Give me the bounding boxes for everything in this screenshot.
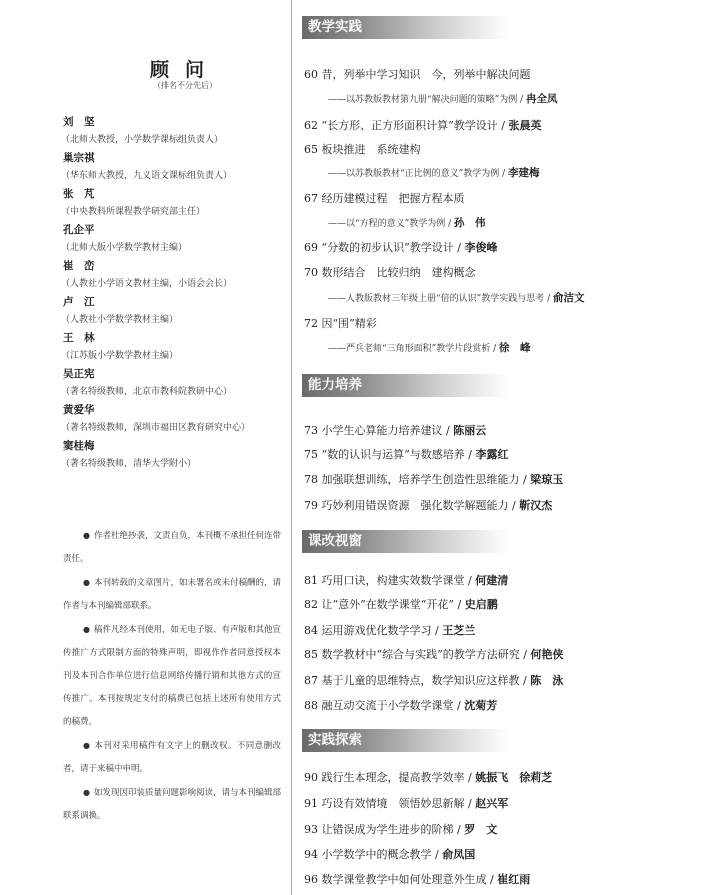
page-number: 72 <box>304 317 318 330</box>
article-author: 姚振飞 徐莉芝 <box>475 771 553 784</box>
article-author: 孙 伟 <box>453 217 486 229</box>
toc-entry[interactable] <box>304 871 530 887</box>
article-author: 李俊峰 <box>464 241 498 254</box>
bullet-icon: ● <box>83 788 90 797</box>
advisor-name: 吴正宪 <box>63 368 95 380</box>
article-title: 数学课堂教学中如何处理意外生成 / <box>321 873 498 886</box>
article-author: 崔红雨 <box>497 873 531 886</box>
article-title: 践行生本理念，提高教学效率 / <box>321 771 476 784</box>
article-author: 王芝兰 <box>442 624 476 637</box>
article-title: ——人教版教材三年级上册“倍的认识”教学实践与思考 / <box>328 294 553 304</box>
page-number: 79 <box>304 499 318 512</box>
toc-entry[interactable] <box>304 66 531 82</box>
note-text: 本刊对采用稿件有文字上的删改权。不同意删改者，请于来稿中申明。 <box>63 741 281 774</box>
article-title: 数学教材中“综合与实践”的教学方法研究 / <box>321 648 531 661</box>
toc-entry[interactable] <box>304 697 497 713</box>
page-number: 67 <box>304 192 318 205</box>
article-title: ——严兵老师“三角形面积”教学片段赏析 / <box>328 344 499 354</box>
note-paragraph <box>63 524 281 571</box>
advisor-entry <box>63 150 250 186</box>
advisors-subtitle: （排名不分先后） <box>153 81 217 90</box>
table-of-contents <box>292 0 722 895</box>
page-number: 69 <box>304 241 318 254</box>
toc-subtitle[interactable] <box>328 340 530 355</box>
advisor-entry <box>63 186 250 222</box>
toc-entry[interactable] <box>304 795 508 811</box>
article-title: 小学数学中的概念教学 / <box>321 848 443 861</box>
toc-entry[interactable] <box>304 572 508 588</box>
article-title: 让错误成为学生进步的阶梯 / <box>321 823 465 836</box>
article-author: 赵兴军 <box>475 797 509 810</box>
page-number: 75 <box>304 448 318 461</box>
bullet-icon: ● <box>83 625 90 634</box>
advisor-name: 巢宗祺 <box>63 152 95 164</box>
advisors-title: 顾问 <box>149 59 220 81</box>
advisor-entry <box>63 438 250 474</box>
section-heading: 课改视窗 <box>302 530 508 553</box>
article-title: 昔，列举中学习知识 今，列举中解决问题 <box>321 68 531 81</box>
article-author: 何艳侠 <box>530 648 564 661</box>
note-paragraph <box>63 781 281 828</box>
toc-entry[interactable] <box>304 239 497 255</box>
article-author: 徐 峰 <box>498 342 531 354</box>
toc-entry[interactable] <box>304 769 552 785</box>
page-number: 81 <box>304 574 318 587</box>
advisor-name: 黄爱华 <box>63 404 95 416</box>
article-title: 小学生心算能力培养建议 / <box>321 424 454 437</box>
article-author: 靳汉杰 <box>519 499 553 512</box>
article-title: 板块推进 系统建构 <box>321 143 421 156</box>
article-title: 巧设有效情境 领悟妙思新解 / <box>321 797 476 810</box>
toc-subtitle[interactable] <box>328 165 539 180</box>
toc-entry[interactable] <box>304 497 552 513</box>
advisor-name: 窦桂梅 <box>63 440 95 452</box>
advisor-description: （华东师大教授，九义语文课标组负责人） <box>61 171 233 181</box>
advisors-list <box>63 114 250 474</box>
editorial-notes <box>63 524 281 828</box>
toc-entry[interactable] <box>304 422 486 438</box>
article-title: ——以苏教版教材“正比例的意义”教学为例 / <box>328 169 508 179</box>
page-number: 84 <box>304 624 318 637</box>
toc-entry[interactable] <box>304 117 541 133</box>
advisor-description: （北师大版小学数学教材主编） <box>61 243 188 253</box>
advisor-description: （著名特级教师，清华大学附小） <box>61 459 197 469</box>
article-author: 沈菊芳 <box>464 699 498 712</box>
article-author: 陈丽云 <box>453 424 487 437</box>
advisor-description: （江苏版小学数学教材主编） <box>61 351 179 361</box>
article-author: 冉全凤 <box>525 93 558 105</box>
toc-entry[interactable] <box>304 672 563 688</box>
toc-entry[interactable] <box>304 622 475 638</box>
toc-entry[interactable] <box>304 596 498 612</box>
article-title: ——以“方程的意义”教学为例 / <box>328 219 454 229</box>
article-author: 李建梅 <box>507 167 540 179</box>
advisor-entry <box>63 294 250 330</box>
advisor-description: （著名特级教师，深圳市福田区教育研究中心） <box>61 423 251 433</box>
page-number: 85 <box>304 648 318 661</box>
advisor-description: （著名特级教师，北京市教科院教研中心） <box>61 387 233 397</box>
toc-entry[interactable] <box>304 646 563 662</box>
toc-entry[interactable] <box>304 821 497 837</box>
bullet-icon: ● <box>83 741 91 750</box>
page-number: 62 <box>304 119 318 132</box>
page-number: 94 <box>304 848 318 861</box>
page-number: 65 <box>304 143 318 156</box>
bullet-icon: ● <box>83 531 90 540</box>
advisor-description: （北师大教授，小学数学课标组负责人） <box>61 135 224 145</box>
advisors-column <box>0 0 290 895</box>
advisor-entry <box>63 222 250 258</box>
page-number: 93 <box>304 823 318 836</box>
article-author: 史启鹏 <box>464 598 498 611</box>
toc-entry[interactable] <box>304 141 421 157</box>
article-title: 融互动交流于小学数学课堂 / <box>321 699 465 712</box>
page-number: 96 <box>304 873 318 886</box>
article-author: 梁琼玉 <box>530 473 564 486</box>
article-title: 经历建模过程 把握方程本质 <box>321 192 465 205</box>
article-author: 陈 泳 <box>530 674 564 687</box>
note-text: 本刊转载的文章图片，如未署名或未付稿酬的，请作者与本刊编辑部联系。 <box>63 578 281 611</box>
advisor-entry <box>63 402 250 438</box>
note-paragraph <box>63 618 281 734</box>
section-heading: 能力培养 <box>302 374 508 397</box>
toc-entry[interactable] <box>304 471 563 487</box>
toc-entry[interactable] <box>304 846 475 862</box>
page-number: 60 <box>304 68 318 81</box>
bullet-icon: ● <box>83 578 90 587</box>
article-author: 罗 文 <box>464 823 498 836</box>
note-text: 稿件凡经本刊使用，如无电子版、有声版和其他宣传推广方式限制方面的特殊声明，即视作作者同意授权本刊及本刊合作单位进行信息网络传播行销和其他方式的宣传推广。本刊按规定支付的稿费已包括上述所有使用方式的稿费。 <box>63 625 281 727</box>
article-title: 基于儿童的思维特点，数学知识应这样教 / <box>321 674 531 687</box>
note-text: 作者杜绝抄袭，文责自负，本刊概不承担任何连带责任。 <box>63 531 281 564</box>
article-author: 张晨英 <box>508 119 542 132</box>
article-title: 让“意外”在数学课堂“开花” / <box>321 598 465 611</box>
page-number: 78 <box>304 473 318 486</box>
article-title: 数形结合 比较归纳 建构概念 <box>321 266 476 279</box>
advisor-entry <box>63 114 250 150</box>
advisor-entry <box>63 366 250 402</box>
advisor-description: （人教社小学数学教材主编） <box>61 315 179 325</box>
article-title: “分数的初步认识”教学设计 / <box>321 241 465 254</box>
article-title: 巧妙利用错误资源 强化数学解题能力 / <box>321 499 520 512</box>
article-title: ——以苏教版教材第九册“解决问题的策略”为例 / <box>328 95 526 105</box>
section-heading: 实践探索 <box>302 729 508 752</box>
article-author: 俞凤国 <box>442 848 476 861</box>
note-text: 如发现因印装质量问题影响阅读，请与本刊编辑部联系调换。 <box>63 788 281 821</box>
page-number: 82 <box>304 598 318 611</box>
toc-subtitle[interactable] <box>328 91 557 106</box>
article-title: 因“围”精彩 <box>321 317 377 330</box>
page-number: 73 <box>304 424 318 437</box>
article-title: 巧用口诀，构建实效数学课堂 / <box>321 574 476 587</box>
article-title: “长方形、正方形面积计算”教学设计 / <box>321 119 509 132</box>
toc-entry[interactable] <box>304 315 377 331</box>
page-number: 87 <box>304 674 318 687</box>
advisor-entry <box>63 330 250 366</box>
advisor-entry <box>63 258 250 294</box>
advisor-name: 张 芃 <box>63 188 95 200</box>
note-paragraph <box>63 571 281 618</box>
article-author: 俞洁文 <box>552 292 585 304</box>
article-title: “数的认识与运算”与数感培养 / <box>321 448 476 461</box>
page-number: 70 <box>304 266 318 279</box>
article-title: 运用游戏优化数学学习 / <box>321 624 443 637</box>
toc-entry[interactable] <box>304 190 465 206</box>
advisor-name: 王 林 <box>63 332 95 344</box>
article-title: 加强联想训练，培养学生创造性思维能力 / <box>321 473 531 486</box>
article-author: 何建清 <box>475 574 509 587</box>
toc-entry[interactable] <box>304 446 508 462</box>
page-number: 88 <box>304 699 318 712</box>
advisor-description: （人教社小学语文教材主编，小语会会长） <box>61 279 233 289</box>
advisor-description: （中央教科所课程教学研究部主任） <box>61 207 206 217</box>
advisor-name: 卢 江 <box>63 296 95 308</box>
advisor-name: 刘 坚 <box>63 116 95 128</box>
toc-entry[interactable] <box>304 264 476 280</box>
page-number: 91 <box>304 797 318 810</box>
note-paragraph <box>63 734 281 781</box>
toc-subtitle[interactable] <box>328 290 584 305</box>
advisor-name: 崔 峦 <box>63 260 95 272</box>
article-author: 李露红 <box>475 448 509 461</box>
advisor-name: 孔企平 <box>63 224 95 236</box>
toc-subtitle[interactable] <box>328 215 485 230</box>
section-heading: 教学实践 <box>302 16 508 39</box>
page-number: 90 <box>304 771 318 784</box>
